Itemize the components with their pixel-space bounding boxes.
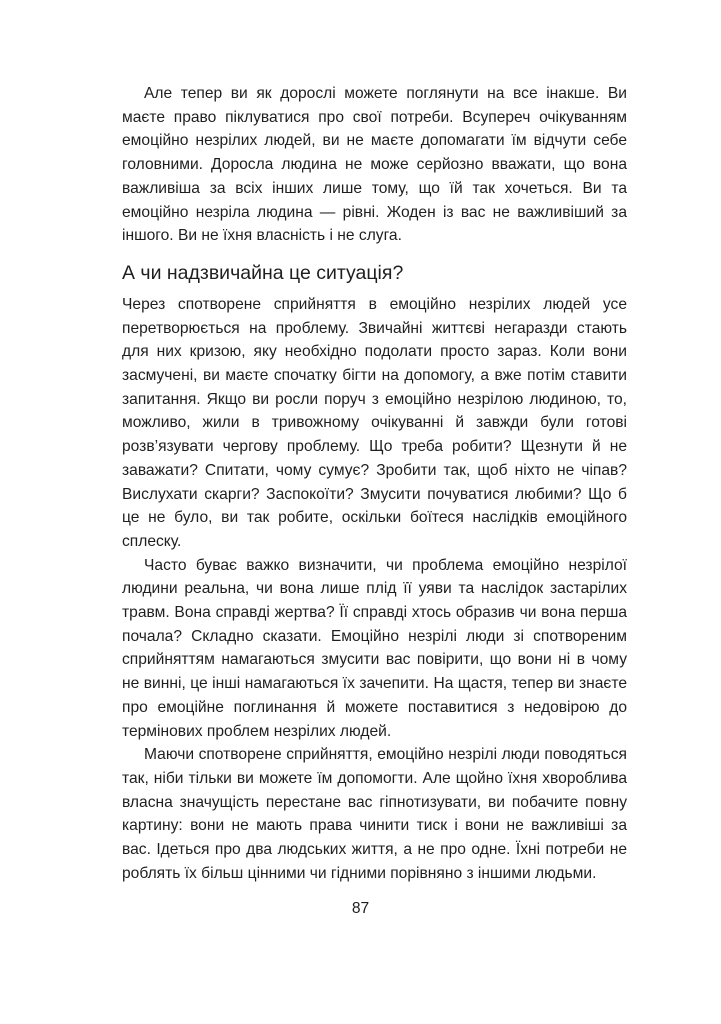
body-paragraph-1: Через спотворене сприйняття в емоційно незрілих людей усе перетворюється на проблему. Звичайні життєві негаразди стають для них кризою, яку необхідно подолати просто зараз. Коли вони засмучені, ви маєте спочатку бігти на допомогу, а вже потім ставити запитання. Якщо ви росли поруч з емоційно незрілою людиною, то, можливо, жили в тривожному очікуванні й завжди були готові розв’язувати чергову проблему. Що треба робити? Щезнути й не заважати? Спитати, чому сумує? Зробити так, щоб ніхто не чіпав? Вислухати скарги? Заспокоїти? Змусити почуватися любими? Що б це не було, ви так робите, оскільки боїтеся наслідків емоційного сплеску. <box>122 295 627 550</box>
page-number: 87 <box>351 900 370 917</box>
body-paragraph-3: Маючи спотворене сприйняття, емоційно незрілі люди поводяться так, ніби тільки ви можете їм допомогти. Але щойно їхня хвороблива власна значущість перестане вас гіпнотизувати, ви побачите повну картину: вони не мають права чинити тиск і вони не важливіші за вас. Ідеться про два людських життя, а не про одне. Їхні потреби не роблять їх більш цінними чи гідними порівняно з іншими людьми. <box>122 746 627 882</box>
section-heading: А чи надзвичайна це ситуація? <box>122 261 404 284</box>
book-page <box>122 82 627 886</box>
body-paragraph-2: Часто буває важко визначити, чи проблема емоційно незрілої людини реальна, чи вона лише плід її уяви та наслідок застарілих травм. Вона справді жертва? Її справді хтось образив чи вона перша почала? Складно сказати. Емоційно незрілі люди зі спотвореним сприйняттям намагаються змусити вас повірити, що вони ні в чому не винні, це інші намагаються їх зачепити. На щастя, тепер ви знаєте про емоційне поглинання й можете поставитися з недовірою до термінових проблем незрілих людей. <box>122 556 627 740</box>
intro-paragraph: Але тепер ви як дорослі можете поглянути на все інакше. Ви маєте право піклуватися про свої потреби. Всупереч очікуванням емоційно незрілих людей, ви не маєте допомагати їм відчути себе головними. Доросла людина не може серйозно вважати, що вона важливіша за всіх інших лише тому, що їй так хочеться. Ви та емоційно незріла людина — рівні. Жоден із вас не важливіший за іншого. Ви не їхня власність і не слуга. <box>122 85 627 245</box>
